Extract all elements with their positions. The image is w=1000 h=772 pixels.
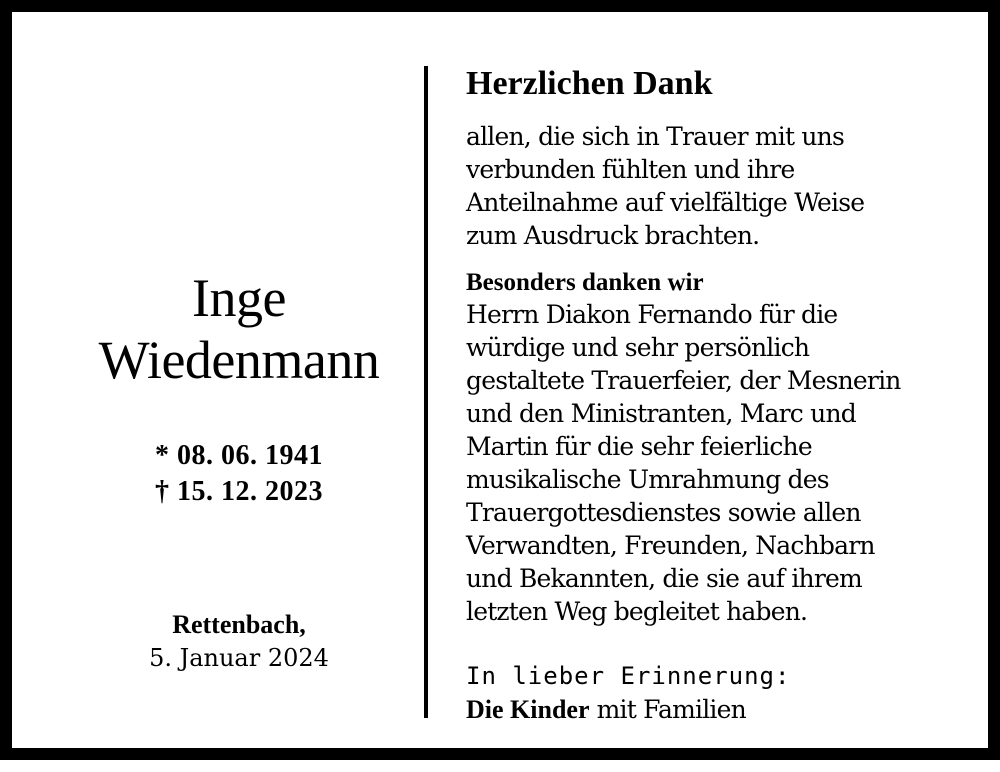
paragraph-line: und Bekannten, die sie auf ihrem — [466, 564, 862, 593]
paragraph-line: und den Ministranten, Marc und — [466, 399, 856, 428]
paragraph-line: musikalische Umrahmung des — [466, 465, 829, 494]
birth-date: * 08. 06. 1941 — [155, 440, 323, 471]
paragraph-line: allen, die sich in Trauer mit uns — [466, 122, 844, 151]
place: Rettenbach, — [172, 610, 306, 639]
paragraph-line: Herrn Diakon Fernando für die — [466, 300, 838, 329]
death-date: † 15. 12. 2023 — [155, 476, 323, 507]
first-name: Inge — [192, 268, 286, 328]
paragraph-line: Verwandten, Freunden, Nachbarn — [466, 531, 875, 560]
paragraph-line: verbunden fühlten und ihre — [466, 155, 795, 184]
vertical-divider — [424, 66, 428, 718]
paragraph-line: zum Ausdruck brachten. — [466, 221, 760, 250]
paragraph-line: Martin für die sehr feierliche — [466, 432, 812, 461]
last-name: Wiedenmann — [98, 330, 380, 390]
paragraph-line: Anteilnahme auf vielfältige Weise — [466, 188, 865, 217]
paragraph-line: Trauergottesdienstes sowie allen — [466, 498, 861, 527]
paragraph-line: letzten Weg begleitet haben. — [466, 597, 808, 626]
thanks-paragraph-1 — [466, 120, 986, 252]
thanks-paragraph-2 — [466, 298, 986, 628]
thanks-subheading: Besonders danken wir — [466, 269, 704, 296]
notice-date: 5. Januar 2024 — [149, 644, 329, 672]
signature-rest: mit Familien — [589, 695, 746, 724]
paragraph-line: gestaltete Trauerfeier, der Mesnerin — [466, 366, 901, 395]
closing-line: In lieber Erinnerung: — [466, 662, 791, 690]
deceased-panel — [24, 12, 430, 772]
signature-bold: Die Kinder — [466, 695, 590, 724]
paragraph-line: würdige und sehr persönlich — [466, 333, 810, 362]
signature — [466, 694, 746, 726]
thanks-heading: Herzlichen Dank — [466, 65, 713, 102]
